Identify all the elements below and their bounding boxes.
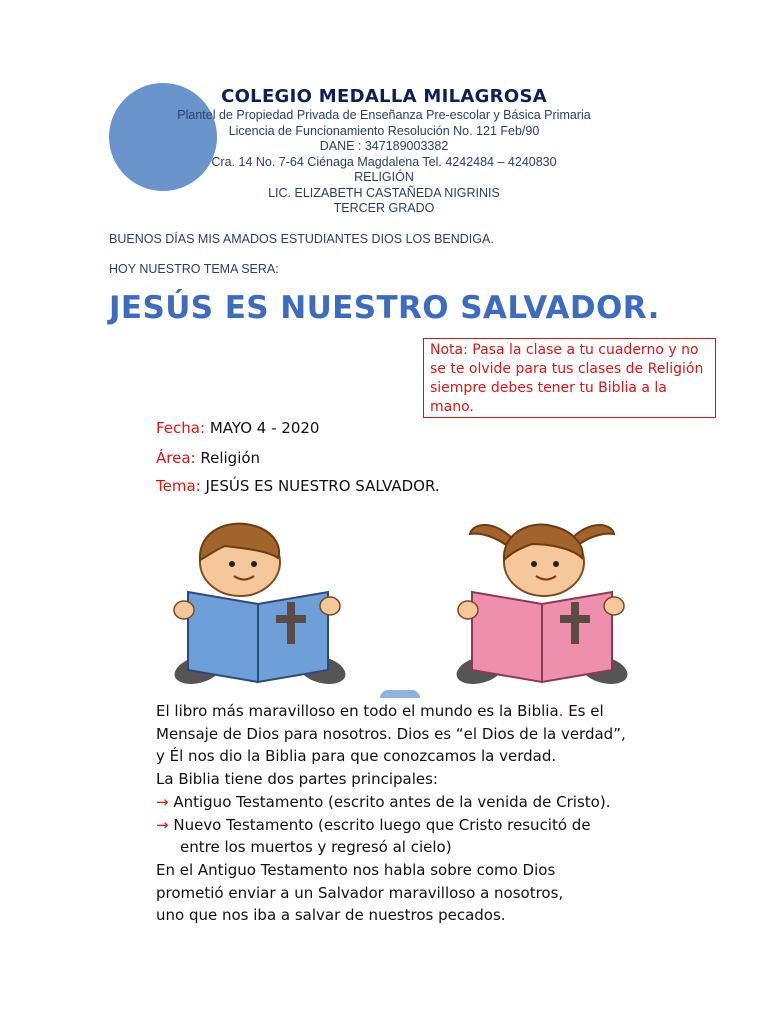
date-label: Fecha: xyxy=(156,419,206,437)
topic-label: Tema: xyxy=(156,477,201,495)
date-value: MAYO 4 - 2020 xyxy=(209,419,320,437)
area-value: Religión xyxy=(200,449,261,467)
body-line-5-text: Antiguo Testamento (escrito antes de la venida de Cristo). xyxy=(168,792,611,811)
body-line-1-period: . xyxy=(558,702,564,720)
header-line-6: LIC. ELIZABETH CASTAÑEDA NIGRINIS xyxy=(268,185,500,200)
body-line-6-text: Nuevo Testamento (escrito luego que Cristo resucitó de xyxy=(168,815,591,834)
header-line-2: Licencia de Funcionamiento Resolución No. 121 Feb/90 xyxy=(228,123,540,138)
body-line-1-a: El libro más maravilloso en todo el mundo es la Biblia xyxy=(156,702,559,720)
area-label: Área: xyxy=(156,449,196,467)
note-body: Pasa la clase a tu cuaderno y no se te olvide para tus clases de Religión siempre debes tener tu Biblia a la mano. xyxy=(430,342,704,415)
body-line-10: uno que nos iba a salvar de nuestros pecados. xyxy=(156,906,506,925)
note-label: Nota: xyxy=(430,342,468,358)
body-text xyxy=(156,700,626,927)
header-line-7: TERCER GRADO xyxy=(333,201,435,215)
topic-intro-text: HOY NUESTRO TEMA SERA: xyxy=(109,262,279,276)
body-line-6 xyxy=(156,814,626,837)
date-row xyxy=(156,419,319,437)
arrow-icon: → xyxy=(156,792,169,811)
body-line-9: prometió enviar a un Salvador maravilloso a nosotros, xyxy=(156,883,564,902)
arrow-icon: → xyxy=(156,815,169,834)
header-line-1: Plantel de Propiedad Privada de Enseñanza Pre-escolar y Básica Primaria xyxy=(177,108,591,122)
header-line-3: DANE : 347189003382 xyxy=(319,139,449,153)
topic-value: JESÚS ES NUESTRO SALVADOR. xyxy=(205,477,440,495)
body-line-8: En el Antiguo Testamento nos habla sobre como Dios xyxy=(156,860,556,879)
greeting-text: BUENOS DÍAS MIS AMADOS ESTUDIANTES DIOS LOS BENDIGA. xyxy=(109,232,494,246)
body-line-7: entre los muertos y regresó al cielo) xyxy=(180,838,452,857)
decorative-arc xyxy=(380,690,420,698)
page-title: JESÚS ES NUESTRO SALVADOR. xyxy=(109,290,660,326)
note-text xyxy=(430,341,709,417)
body-line-1 xyxy=(156,700,626,723)
area-row xyxy=(156,449,260,467)
topic-row xyxy=(156,477,440,495)
header-line-5: RELIGIÓN xyxy=(354,170,414,184)
school-name: COLEGIO MEDALLA MILAGROSA xyxy=(221,86,547,107)
body-line-1-c: Es el xyxy=(563,702,604,720)
girl-reading-bible-icon xyxy=(452,518,632,692)
boy-reading-bible-icon xyxy=(170,520,350,692)
note-box xyxy=(423,338,716,418)
body-line-5 xyxy=(156,791,626,814)
header-line-4: Cra. 14 No. 7-64 Ciénaga Magdalena Tel. 4242484 – 4240830 xyxy=(211,154,557,169)
body-line-3: y Él nos dio la Biblia para que conozcamos la verdad. xyxy=(156,747,557,766)
body-line-2: Mensaje de Dios para nosotros. Dios es “el Dios de la verdad”, xyxy=(156,724,626,743)
body-line-4: La Biblia tiene dos partes principales: xyxy=(156,770,438,789)
